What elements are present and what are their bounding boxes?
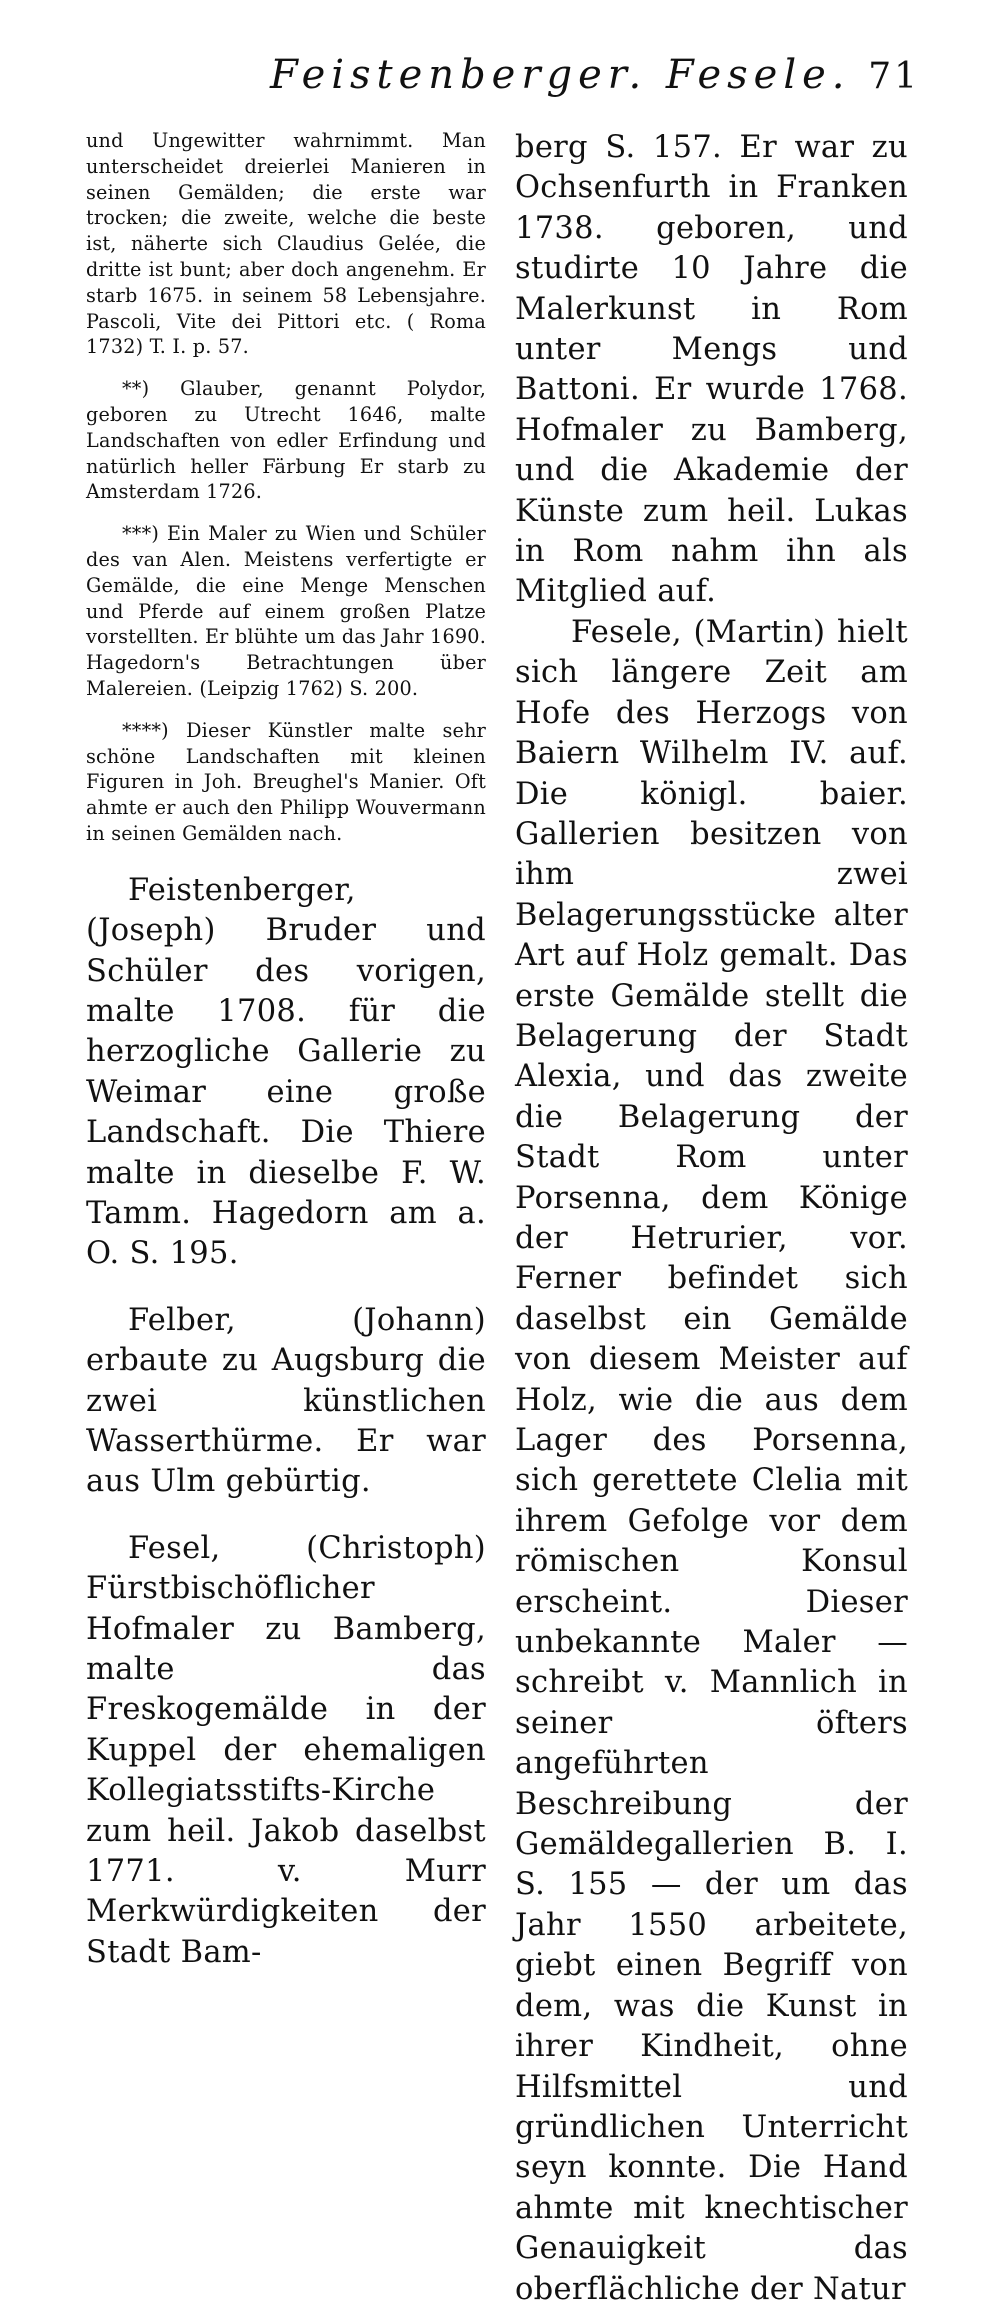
footnote-glauber: **) Glauber, genannt Polydor, geboren zu Utrecht 1646, malte Landschaften von edler Erfindung und natürlich heller Färbung Er starb zu Amsterdam 1726. [86, 377, 486, 504]
entry-feistenberger: Feistenberger, (Joseph) Bruder und Schüler des vorigen, malte 1708. für die herzogliche Gallerie zu Weimar eine große Landschaft. Die Thiere malte in dieselbe F. W. Tamm. Hagedorn am a. O. S. 195. [86, 872, 486, 1272]
page-number: 71 [868, 56, 920, 97]
page-header [270, 52, 920, 112]
footnote-landscape-painter: ****) Dieser Künstler malte sehr schöne Landschaften mit kleinen Figuren in Joh. Breughel's Manier. Oft ahmte er auch den Philipp Wouvermann in seinen Gemälden nach. [86, 718, 486, 845]
footnote-continuation: und Ungewitter wahrnimmt. Man unterscheidet dreierlei Manieren in seinen Gemälden; die erste war trocken; die zweite, welche die beste ist, näherte sich Claudius Gelée, die dritte ist bunt; aber doch angenehm. Er starb 1675. in seinem 58 Lebensjahre. Pascoli, Vite dei Pittori etc. ( Roma 1732) T. I. p. 57. [86, 129, 486, 359]
running-head: Feistenberger. Fesele. [270, 52, 851, 98]
left-column [86, 128, 486, 1999]
entry-fesele: Fesele, (Martin) hielt sich längere Zeit am Hofe des Herzogs von Baiern Wilhelm IV. auf. Die königl. baier. Gallerien besitzen von ihm zwei Belagerungsstücke alter Art auf Holz gemalt. Das erste Gemälde stellt die Belagerung der Stadt Alexia, und das zweite die Belagerung der Stadt Rom unter Porsenna, dem Könige der Hetrurier, vor. Ferner befindet sich daselbst ein Gemälde von diesem Meister auf Holz, wie die aus dem Lager des Porsenna, sich gerettete Clelia mit ihrem Gefolge vor dem römischen Konsul erscheint. Dieser unbekannte Maler — schreibt v. Mannlich in seiner öfters angeführten Beschreibung der Gemäldegallerien B. I. S. 155 — der um das Jahr 1550 arbeitete, giebt einen Begriff von dem, was die Kunst in ihrer Kindheit, ohne Hilfsmittel und gründlichen Unterricht seyn konnte. Die Hand ahmte mit knechtischer Genauigkeit das oberflächliche der Natur [515, 614, 908, 2307]
right-column [515, 128, 908, 2310]
entry-fesel-continuation: berg S. 157. Er war zu Ochsenfurth in Franken 1738. geboren, und studirte 10 Jahre die Malerkunst in Rom unter Mengs und Battoni. Er wurde 1768. Hofmaler zu Bamberg, und die Akademie der Künste zum heil. Lukas in Rom nahm ihn als Mitglied auf. [515, 130, 908, 610]
entry-fesel: Fesel, (Christoph) Fürstbischöflicher Hofmaler zu Bamberg, malte das Freskogemälde in der Kuppel der ehemaligen Kollegiatsstifts-Kirche zum heil. Jakob daselbst 1771. v. Murr Merkwürdigkeiten der Stadt Bam- [86, 1530, 486, 1970]
entry-felber: Felber, (Johann) erbaute zu Augsburg die zwei künstlichen Wasserthürme. Er war aus Ulm gebürtig. [86, 1302, 486, 1500]
footnote-vienna-painter: ***) Ein Maler zu Wien und Schüler des van Alen. Meistens verfertigte er Gemälde, die eine Menge Menschen und Pferde auf einem großen Platze vorstellten. Er blühte um das Jahr 1690. Hagedorn's Betrachtungen über Malereien. (Leipzig 1762) S. 200. [86, 522, 486, 700]
